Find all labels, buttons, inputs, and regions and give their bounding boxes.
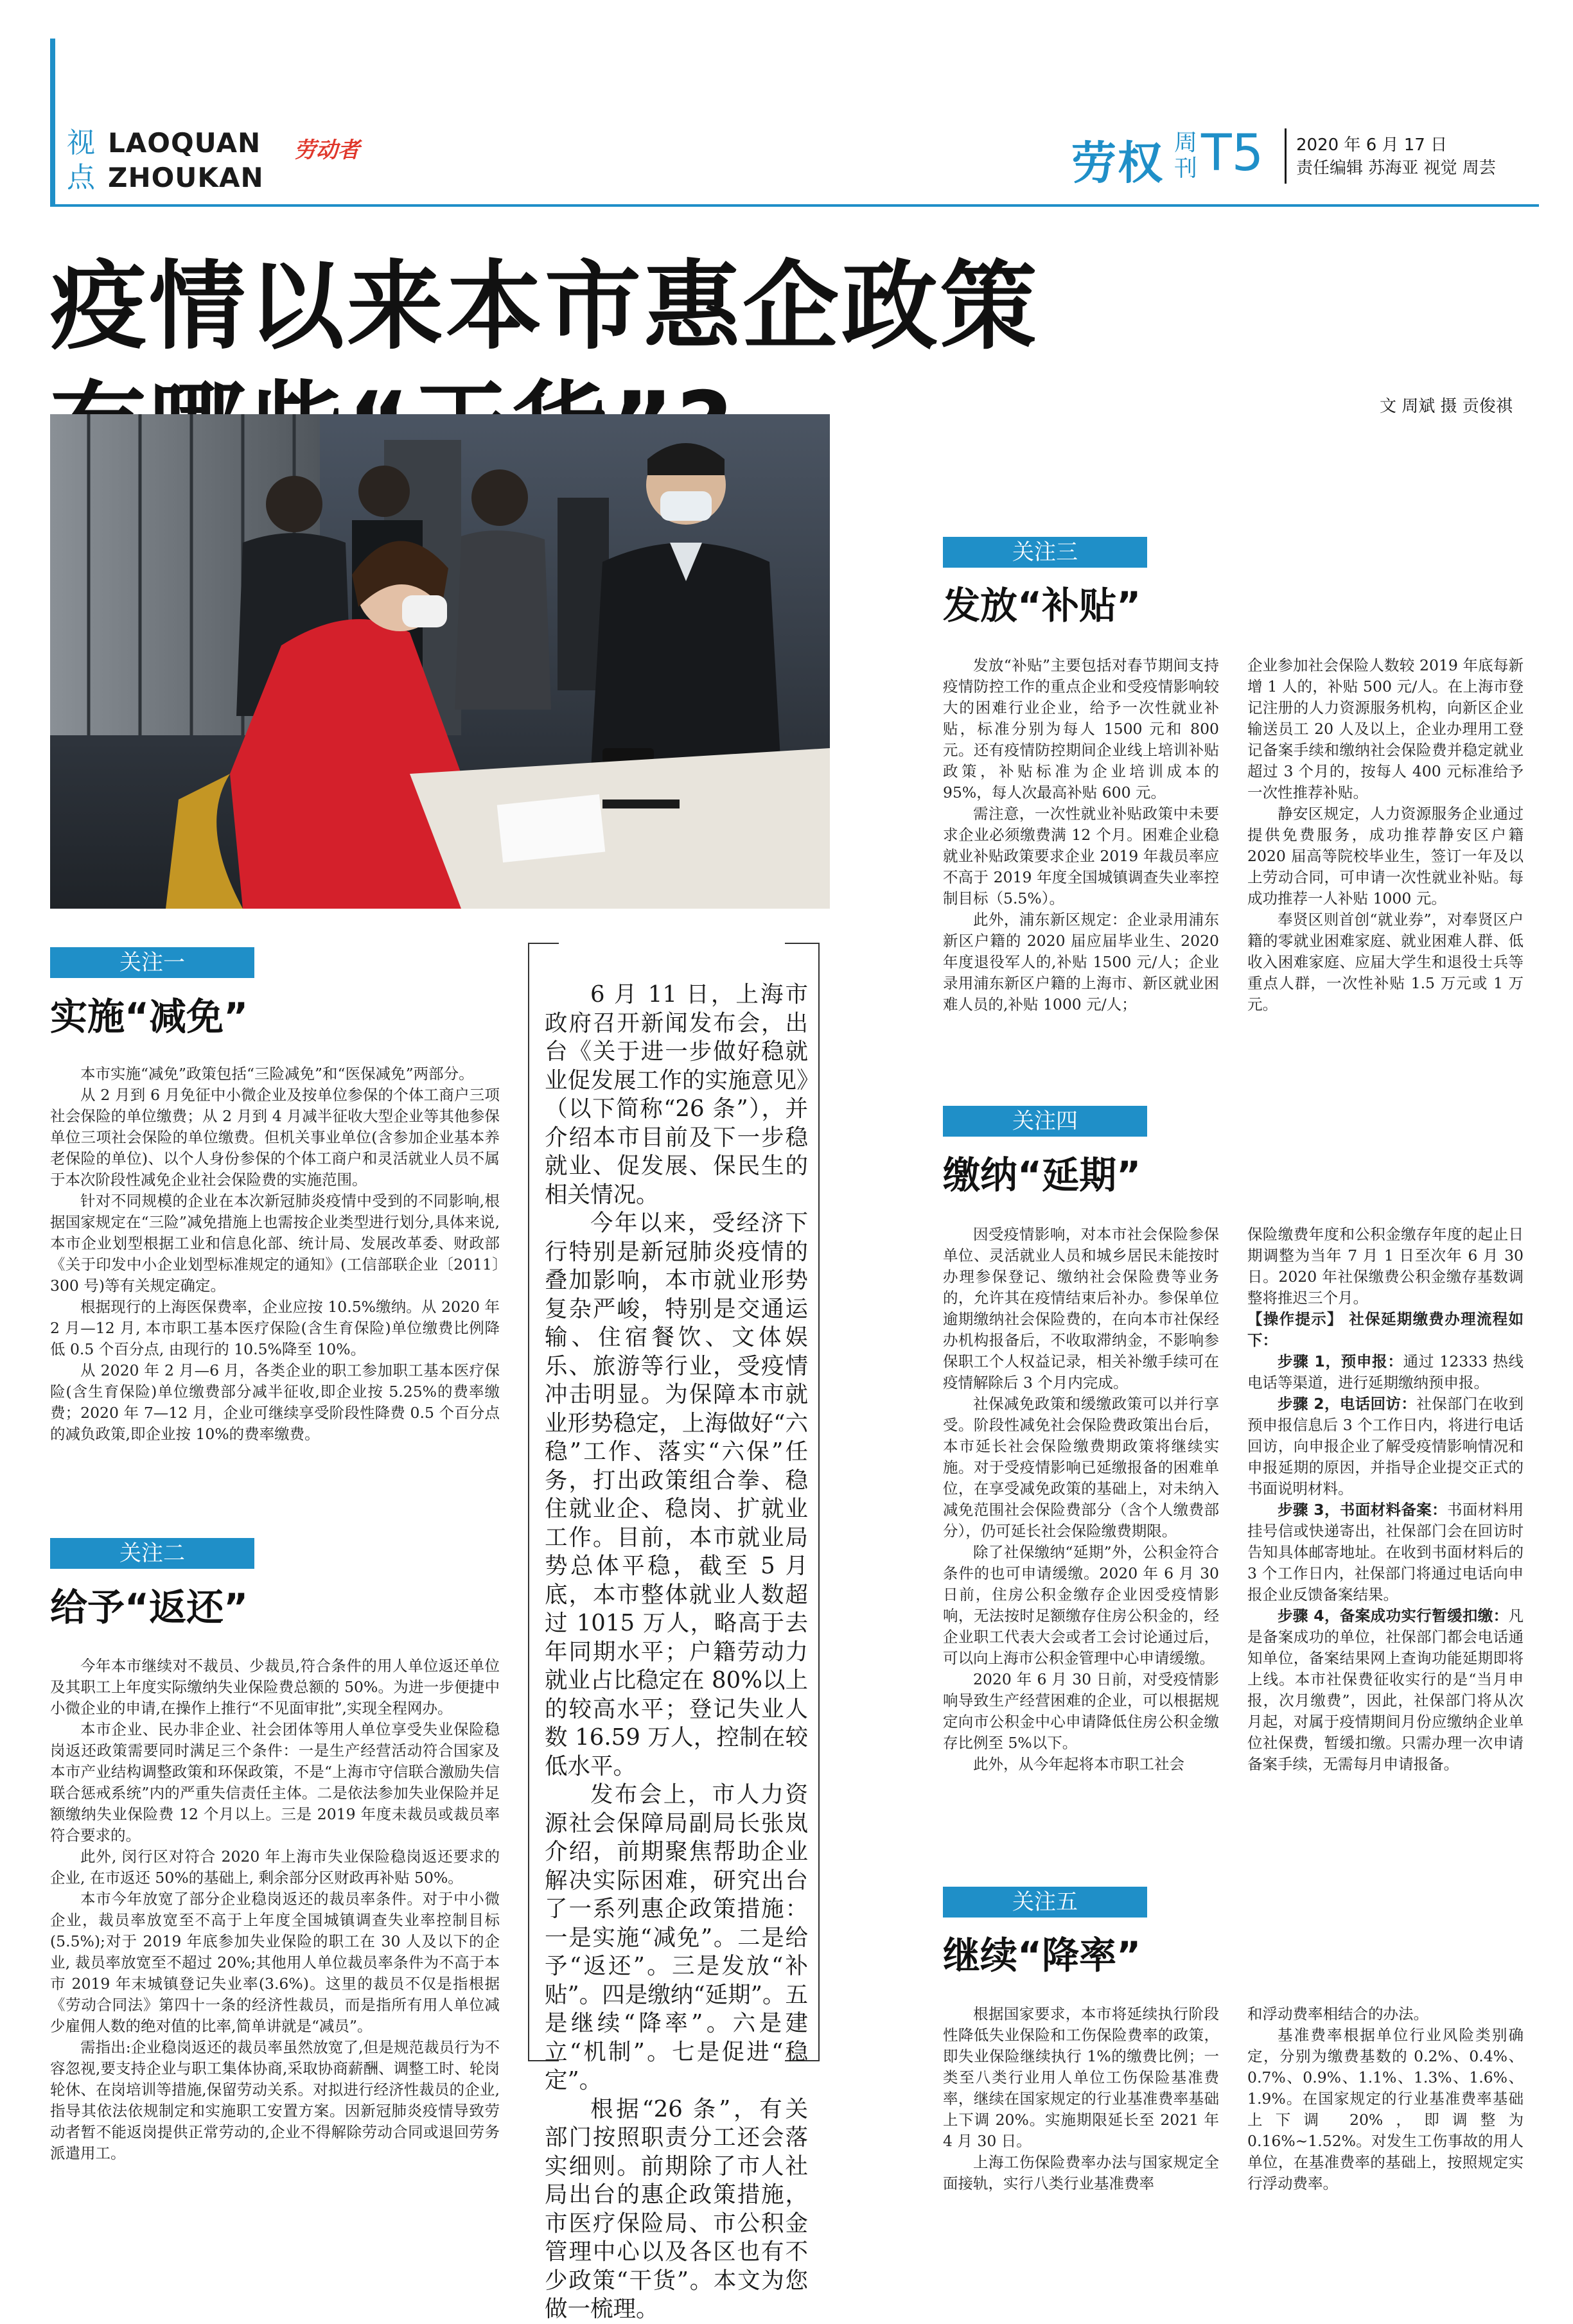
section-body-2 [50,1656,500,2164]
news-photo-scene [50,414,830,909]
section-title-4: 缴纳“延期” [943,1153,1141,1197]
paragraph: 今年本市继续对不裁员、少裁员,符合条件的用人单位返还单位及其职工上年度实际缴纳失业保险费总额的 50%。为进一步便捷中小微企业的申请,在操作上推行“不见面审批”,实现全程网办。 [50,1657,500,1717]
paragraph: 本市企业、民办非企业、社会团体等用人单位享受失业保险稳岗返还政策需要同时满足三个条件：一是生产经营活动符合国家及本市产业结构调整政策和环保政策，不是“上海市守信联合激励失信联合惩戒系统”内的严重失信责任主体。二是依法参加失业保险并足额缴纳失业保险费 12 个月以上。三是 2019 年度未裁员或裁员率符合要求的。 [50,1720,500,1844]
paragraph: 社保减免政策和缓缴政策可以并行享受。阶段性减免社会保险费政策出台后，本市延长社会保险缴费期政策将继续实施。对于受疫情影响已延缴报备的困难单位，在享受减免政策的基础上，对未纳入减免范围社会保险费部分（含个人缴费部分），仍可延长社会保险缴费期限。 [943,1395,1219,1540]
paragraph: 和浮动费率相结合的办法。 [1247,2005,1428,2023]
page-number: T5 [1201,125,1264,182]
paragraph: 根据“26 条”，有关部门按照职责分工还会落实细则。前期除了市人社局出台的惠企政策措施，市医疗保险局、市公积金管理中心以及各区也有不少政策“干货”。本文为您做一梳理。 [545,2095,808,2322]
issue-editors: 责任编辑 苏海亚 视觉 周芸 [1296,159,1496,178]
section-title-5: 继续“降率” [943,1934,1141,1977]
paragraph: 根据现行的上海医保费率，企业应按 10.5%缴纳。从 2020 年 2 月—12 月, 本市职工基本医疗保险(含生育保险)单位缴费比例降低 0.5 个百分点, 由现行的 10.5%降至 10%。 [50,1298,500,1358]
paragraph: 从 2 月到 6 月免征中小微企业及按单位参保的个体工商户三项社会保险的单位缴费；从 2 月到 4 月减半征收大型企业等其他参保单位三项社会保险的单位缴费。但机关事业单位(含参加企业基本养老保险的单位)、以个人身份参保的个体工商户和灵活就业人员不属于本次阶段性减免企业社会保险费的实施范围。 [50,1086,500,1189]
section-body-3-col1 [943,655,1219,1015]
section-tag-1: 关注一 [50,947,254,978]
paragraph: 除了社保缴纳“延期”外，公积金符合条件的也可申请缓缴。2020 年 6 月 30 日前，住房公积金缴存企业因受疫情影响，无法按时足额缴存住房公积金的，经企业职工代表大会或者工会讨论通过后，可以向上海市公积金管理中心申请缓缴。 [943,1543,1219,1667]
step-text: 凡是备案成功的单位，社保部门都会电话通知单位，备案结果网上查询功能延期即将上线。本市社保费征收实行的是“当月申报，次月缴费”，因此，社保部门将从次月起，对属于疫情期间月份应缴纳企业单位社保费，暂缓扣缴。只需办理一次申请备案手续，无需每月申请报备。 [1247,1607,1524,1773]
step-4 [1247,1605,1524,1775]
paragraph: 根据国家要求，本市将延续执行阶段性降低失业保险和工伤保险费率的政策，即失业保险继续执行 1%的缴费比例；一类至八类行业用人单位工伤保险基准费率，继续在国家规定的行业基准费率基础上下调 20%。实施期限延长至 2021 年 4 月 30 日。 [943,2005,1219,2150]
column-char: 点 [67,161,95,194]
step-label: 步骤 4，备案成功实行暂缓扣缴： [1278,1607,1509,1625]
paper-name: 劳权 [1071,137,1164,189]
paper-sub [1174,130,1197,182]
section-body-4-col2 [1247,1224,1524,1775]
section-body-1 [50,1063,500,1445]
section-tag-4: 关注四 [943,1106,1147,1137]
paragraph: 此外, 闵行区对符合 2020 年上海市失业保险稳岗返还要求的企业, 在市返还 50%的基础上, 剩余部分区财政再补贴 50%。 [50,1848,500,1887]
section-body-5-col1 [943,2004,1219,2194]
paragraph: 本市实施“减免”政策包括“三险减免”和“医保减免”两部分。 [80,1065,474,1083]
section-title-3: 发放“补贴” [943,584,1141,627]
paragraph: 针对不同规模的企业在本次新冠肺炎疫情中受到的不同影响,根据国家规定在“三险”减免措施上也需按企业类型进行划分,具体来说,本市企业划型根据工业和信息化部、统计局、发展改革委、财政部《关于印发中小企业划型标准规定的通知》(工信部联企业〔2011〕300 号)等有关规定确定。 [50,1192,500,1295]
paragraph: 此外，浦东新区规定：企业录用浦东新区户籍的 2020 届应届毕业生、2020 年度退役军人的,补贴 1500 元/人；企业录用浦东新区户籍的上海市、新区就业困难人员的,补贴 1000 元/人； [943,911,1219,1013]
step-label: 步骤 1，预申报： [1278,1352,1403,1370]
step-label: 步骤 2，电话回访： [1278,1395,1417,1413]
lead-frame-gap-top [559,940,785,947]
paragraph: 基准费率根据单位行业风险类别确定，分别为缴费基数的 0.2%、0.4%、0.7%、0.9%、1.1%、1.3%、1.6%、1.9%。在国家规定的行业基准费率基础上下调 20%，即调整为 0.16%~1.52%。对发生工伤事故的用人单位，在基准费率的基础上，按照规定实行浮动费率。 [1247,2026,1524,2192]
section-body-4-col1 [943,1224,1219,1775]
paragraph: 企业参加社会保险人数较 2019 年底每新增 1 人的，补贴 500 元/人。在上海市登记注册的人力资源服务机构，向新区企业输送员工 20 人及以上，企业办理用工登记备案手续和缴纳社会保险费并稳定就业超过 3 个月的，按每人 400 元标准给予一次性推荐补贴。 [1247,656,1524,801]
paragraph: 需指出:企业稳岗返还的裁员率虽然放宽了,但是规范裁员行为不容忽视,要支持企业与职工集体协商,采取协商薪酬、调整工时、轮岗轮休、在岗培训等措施,保留劳动关系。对拟进行经济性裁员的企业,指导其依法依规制定和实施职工安置方案。因新冠肺炎疫情导致劳动者暂不能返岗提供正常劳动的,企业不得解除劳动合同或退回劳务派遣用工。 [50,2038,500,2162]
section-tag-2: 关注二 [50,1538,254,1569]
step-3 [1247,1499,1524,1605]
header-rule [50,204,1539,207]
paragraph: 因受疫情影响，对本市社会保险参保单位、灵活就业人员和城乡居民未能按时办理参保登记、缴纳社会保险费等业务的，允许其在疫情结束后补办。参保单位逾期缴纳社会保险费的，在向本市社保经办机构报备后，不收取滞纳金，不影响参保职工个人权益记录，相关补缴手续可在疫情解除后 3 个月内完成。 [943,1225,1219,1392]
paper-sub-char: 刊 [1174,155,1198,182]
paper-sub-char: 周 [1174,130,1198,156]
column-char: 视 [67,127,95,159]
headline-line-1: 疫情以来本市惠企政策 [50,251,1040,363]
lead-text [545,981,808,2324]
step-1 [1247,1351,1524,1394]
brand-line: ZHOUKAN [108,162,264,193]
brand-wordmark [108,126,264,195]
header-accent-bar [50,39,55,205]
step-text: 通过 12333 热线电话等渠道，进行延期缴纳预申报。 [1247,1352,1524,1392]
tip-title-text: 【操作提示】 社保延期缴费办理流程如下： [1247,1310,1524,1349]
news-photo [50,414,830,909]
byline: 文 周斌 摄 贡俊祺 [1380,397,1513,416]
brand-stamp-logo: 劳动者 [294,137,360,163]
section-tag-5: 关注五 [943,1887,1147,1918]
section-body-5-col2 [1247,2004,1524,2194]
paragraph: 此外，从今年起将本市职工社会 [973,1755,1184,1773]
step-2 [1247,1394,1524,1499]
paragraph: 上海工伤保险费率办法与国家规定全面接轨，实行八类行业基准费率 [943,2153,1219,2192]
section-title-1: 实施“减免” [50,995,249,1038]
paragraph: 发布会上，市人力资源社会保障局副局长张岚介绍，前期聚焦帮助企业解决实际困难，研究出台了一系列惠企政策措施：一是实施“减免”。二是给予“返还”。三是发放“补贴”。四是缴纳“延期”。五是继续“降率”。六是建立“机制”。七是促进“稳定”。 [545,1781,808,2093]
paragraph: 保险缴费年度和公积金缴存年度的起止日期调整为当年 7 月 1 日至次年 6 月 30 日。2020 年社保缴费公积金缴存基数调整将推迟三个月。 [1247,1225,1524,1307]
paragraph: 本市今年放宽了部分企业稳岗返还的裁员率条件。对于中小微企业，裁员率放宽至不高于上年度全国城镇调查失业率控制目标(5.5%);对于 2019 年底参加失业保险的职工在 30 人及以下的企业, 裁员率放宽至不超过 20%;其他用人单位裁员率条件为不高于本市 2019 年末城镇登记失业率(3.6%)。这里的裁员不仅是指根据《劳动合同法》第四十一条的经济性裁员，而是指所有用人单位减少雇佣人数的绝对值的比率,简单讲就是“减员”。 [50,1890,500,2035]
paragraph: 从 2020 年 2 月—6 月，各类企业的职工参加职工基本医疗保险(含生育保险)单位缴费部分减半征收,即企业按 5.25%的费率缴费；2020 年 7—12 月，企业可继续享受阶段性降费 0.5 个百分点的减负政策,即企业按 10%的费率缴费。 [50,1361,500,1443]
section-title-2: 给予“返还” [50,1586,249,1629]
header-divider [1285,128,1287,184]
paragraph: 6 月 11 日，上海市政府召开新闻发布会，出台《关于进一步做好稳就业促发展工作的实施意见》（以下简称“26 条”），并介绍本市目前及下一步稳就业、促发展、保民生的相关情况。 [545,981,808,1208]
tip-title [1247,1309,1524,1351]
section-tag-3: 关注三 [943,537,1147,568]
paragraph: 静安区规定，人力资源服务企业通过提供免费服务，成功推荐静安区户籍 2020 届高等院校毕业生，签订一年及以上劳动合同，可申请一次性就业补贴。每成功推荐一人补贴 1000 元。 [1247,805,1524,907]
paragraph: 发放“补贴”主要包括对春节期间支持疫情防控工作的重点企业和受疫情影响较大的困难行业企业，给予一次性就业补贴，标准分别为每人 1500 元和 800 元。还有疫情防控期间企业线上培训补贴政策，补贴标准为企业培训成本的 95%，每人次最高补贴 600 元。 [943,656,1219,801]
paragraph: 需注意，一次性就业补贴政策中未要求企业必须缴费满 12 个月。困难企业稳就业补贴政策要求企业 2019 年裁员率应不高于 2019 年度全国城镇调查失业率控制目标（5.5%）。 [943,805,1219,907]
issue-meta [1296,134,1496,180]
brand-line: LAOQUAN [108,127,261,159]
paragraph: 今年以来，受经济下行特别是新冠肺炎疫情的叠加影响，本市就业形势复杂严峻，特别是交通运输、住宿餐饮、文体娱乐、旅游等行业，受疫情冲击明显。为保障本市就业形势稳定，上海做好“六稳”工作、落实“六保”任务，打出政策组合拳、稳住就业企、稳岗、扩就业工作。目前，本市就业局势总体平稳，截至 5 月底，本市整体就业人数超过 1015 万人，略高于去年同期水平；户籍劳动力就业占比稳定在 80%以上的较高水平；登记失业人数 16.59 万人，控制在较低水平。 [545,1210,808,1779]
paragraph: 2020 年 6 月 30 日前，对受疫情影响导致生产经营困难的企业，可以根据规定向市公积金中心申请降低住房公积金缴存比例至 5%以下。 [943,1670,1219,1752]
paragraph: 奉贤区则首创“就业券”，对奉贤区户籍的零就业困难家庭、就业困难人群、低收入困难家庭、应届大学生和退役士兵等重点人群，一次性补贴 1.5 万元或 1 万元。 [1247,911,1524,1013]
section-body-3-col2 [1247,655,1524,1015]
column-vertical-label [67,126,95,195]
step-label: 步骤 3，书面材料备案： [1278,1501,1447,1519]
step-text: 社保部门在收到预申报信息后 3 个工作日内，将进行电话回访，向申报企业了解受疫情影响情况和申报延期的原因，并指导企业提交正式的书面说明材料。 [1247,1395,1524,1498]
step-text: 书面材料用挂号信或快递寄出，社保部门会在回访时告知具体邮寄地址。在收到书面材料后的 3 个工作日内，社保部门将通过电话向申报企业反馈备案结果。 [1247,1501,1524,1603]
issue-date: 2020 年 6 月 17 日 [1296,135,1448,155]
